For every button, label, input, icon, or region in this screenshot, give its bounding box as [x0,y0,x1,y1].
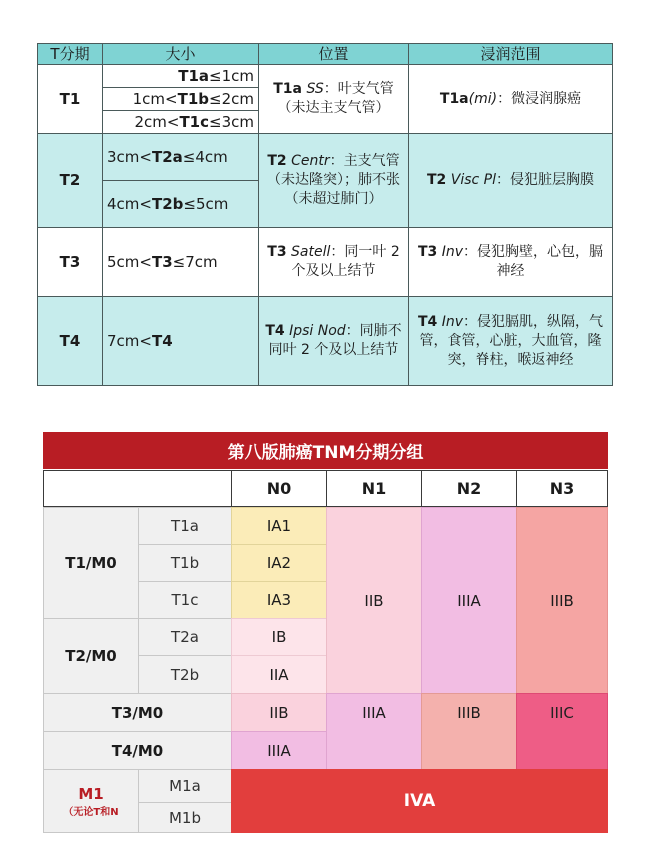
sub-t1a: T1a [138,507,232,545]
stage-t1: T1 [37,64,103,134]
group-t1-m0: T1/M0 [43,507,139,619]
header-n0: N0 [231,470,327,507]
cell-t2a-n0: IB [231,618,327,656]
group-m1: M1 （无论T和N [43,769,139,833]
cell-t1-t2-n3: IIIB [516,507,608,694]
cell-t3-n1: IIIA [326,693,422,732]
header-n3: N3 [516,470,608,507]
stage-t3: T3 [37,227,103,297]
header-t-stage: T分期 [37,43,103,65]
invasion-t2: T2 Visc Pl：侵犯脏层胸膜 [408,133,613,228]
sub-m1b: M1b [138,802,232,833]
size-t1b: 1cm< T1b ≤2cm [102,87,259,111]
invasion-t4: T4 Inv：侵犯膈肌，纵隔，气管，食管，心脏，大血管，隆突，脊柱，喉返神经 [408,296,613,386]
size-t3: 5cm< T3 ≤7cm [102,227,259,297]
cell-m1-stage: IVA [231,769,608,833]
group-t2-m0: T2/M0 [43,618,139,694]
cell-t3-n3: IIIC [516,693,608,732]
header-blank [43,470,232,507]
group-t4-m0: T4/M0 [43,731,232,770]
size-t4: 7cm< T4 [102,296,259,386]
location-t3: T3 Satell：同一叶 2 个及以上结节 [258,227,409,297]
header-size: 大小 [102,43,259,65]
cell-t4-n0: IIIA [231,731,327,770]
cell-t1a-n0: IA1 [231,507,327,545]
sub-t1b: T1b [138,544,232,582]
cell-t3-n2: IIIB [421,693,517,732]
stage-t4: T4 [37,296,103,386]
cell-t1-t2-n2: IIIA [421,507,517,694]
header-n2: N2 [421,470,517,507]
cell-t4-n3 [516,731,608,770]
cell-t2b-n0: IIA [231,655,327,694]
size-t2b: 4cm< T2b ≤5cm [102,180,259,228]
cell-t1b-n0: IA2 [231,544,327,582]
invasion-t1: T1a(mi)：微浸润腺癌 [408,64,613,134]
size-t2a: 3cm< T2a ≤4cm [102,133,259,181]
cell-t4-n1 [326,731,422,770]
size-t1a: T1a ≤1cm [102,64,259,88]
cell-t1-t2-n1: IIB [326,507,422,694]
header-invasion: 浸润范围 [408,43,613,65]
cell-t4-n2 [421,731,517,770]
sub-m1a: M1a [138,769,232,803]
location-t4: T4 Ipsi Nod：同肺不同叶 2 个及以上结节 [258,296,409,386]
header-location: 位置 [258,43,409,65]
location-t1: T1a SS：叶支气管（未达主支气管） [258,64,409,134]
location-t2: T2 Centr：主支气管（未达隆突）；肺不张（未超过肺门） [258,133,409,228]
sub-t2b: T2b [138,655,232,694]
header-n1: N1 [326,470,422,507]
sub-t2a: T2a [138,618,232,656]
cell-t3-n0: IIB [231,693,327,732]
size-t1c: 2cm< T1c ≤3cm [102,110,259,134]
cell-t1c-n0: IA3 [231,581,327,619]
invasion-t3: T3 Inv：侵犯胸壁，心包，膈神经 [408,227,613,297]
group-t3-m0: T3/M0 [43,693,232,732]
sub-t1c: T1c [138,581,232,619]
stage-t2: T2 [37,133,103,228]
table-title: 第八版肺癌TNM分期分组 [43,432,608,469]
